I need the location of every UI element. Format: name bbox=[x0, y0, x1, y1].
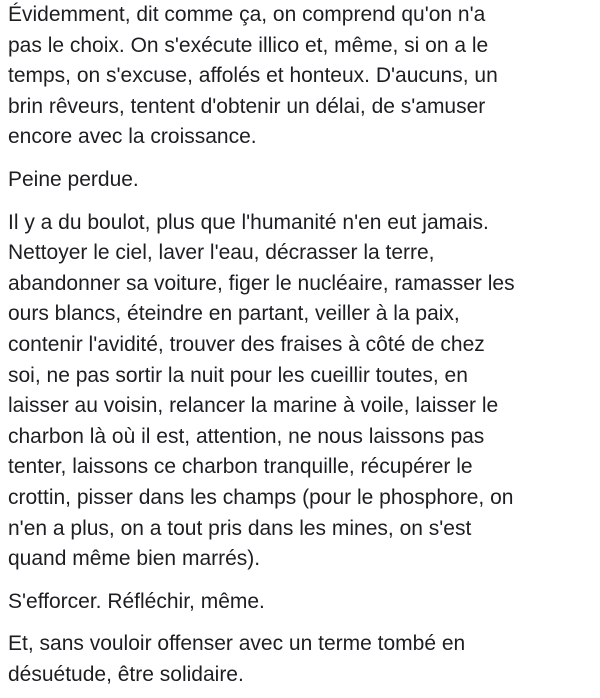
paragraph-3 bbox=[8, 208, 596, 575]
text-line: S'efforcer. Réfléchir, même. bbox=[8, 589, 265, 613]
paragraph-1 bbox=[8, 0, 596, 153]
paragraph-gap bbox=[8, 196, 596, 208]
text-line: crottin, pisser dans les champs (pour le phosphore, on bbox=[8, 485, 514, 509]
text-line: contenir l'avidité, trouver des fraises à côté de chez bbox=[8, 332, 485, 356]
paragraph-2 bbox=[8, 165, 596, 196]
post-text bbox=[8, 0, 596, 690]
text-line: brin rêveurs, tentent d'obtenir un délai, de s'amuser bbox=[8, 94, 486, 118]
text-line: tenter, laissons ce charbon tranquille, récupérer le bbox=[8, 455, 473, 479]
text-line: Peine perdue. bbox=[8, 167, 139, 191]
text-line: pas le choix. On s'exécute illico et, même, si on a le bbox=[8, 33, 489, 57]
text-line: Il y a du boulot, plus que l'humanité n'en eut jamais. bbox=[8, 210, 489, 234]
text-line: n'en a plus, on a tout pris dans les mines, on s'est bbox=[8, 516, 472, 540]
paragraph-5 bbox=[8, 629, 596, 690]
text-line: Et, sans vouloir offenser avec un terme tombé en bbox=[8, 632, 466, 656]
text-line: laisser au voisin, relancer la marine à voile, laisser le bbox=[8, 394, 499, 418]
text-line: Évidemment, dit comme ça, on comprend qu'on n'a bbox=[8, 3, 486, 26]
text-line: encore avec la croissance. bbox=[8, 125, 257, 149]
paragraph-gap bbox=[8, 153, 596, 165]
paragraph-4 bbox=[8, 587, 596, 618]
text-line: quand même bien marrés). bbox=[8, 547, 261, 571]
text-line: charbon là où il est, attention, ne nous laissons pas bbox=[8, 424, 485, 448]
paragraph-gap bbox=[8, 617, 596, 629]
text-line: soi, ne pas sortir la nuit pour les cueillir toutes, en bbox=[8, 363, 468, 387]
text-line: Nettoyer le ciel, laver l'eau, décrasser la terre, bbox=[8, 241, 435, 265]
text-line: ours blancs, éteindre en partant, veiller à la paix, bbox=[8, 302, 460, 326]
text-line: temps, on s'excuse, affolés et honteux. D'aucuns, un bbox=[8, 64, 498, 88]
text-line: abandonner sa voiture, figer le nucléaire, ramasser les bbox=[8, 271, 515, 295]
text-line: désuétude, être solidaire. bbox=[8, 662, 244, 686]
paragraph-gap bbox=[8, 575, 596, 587]
